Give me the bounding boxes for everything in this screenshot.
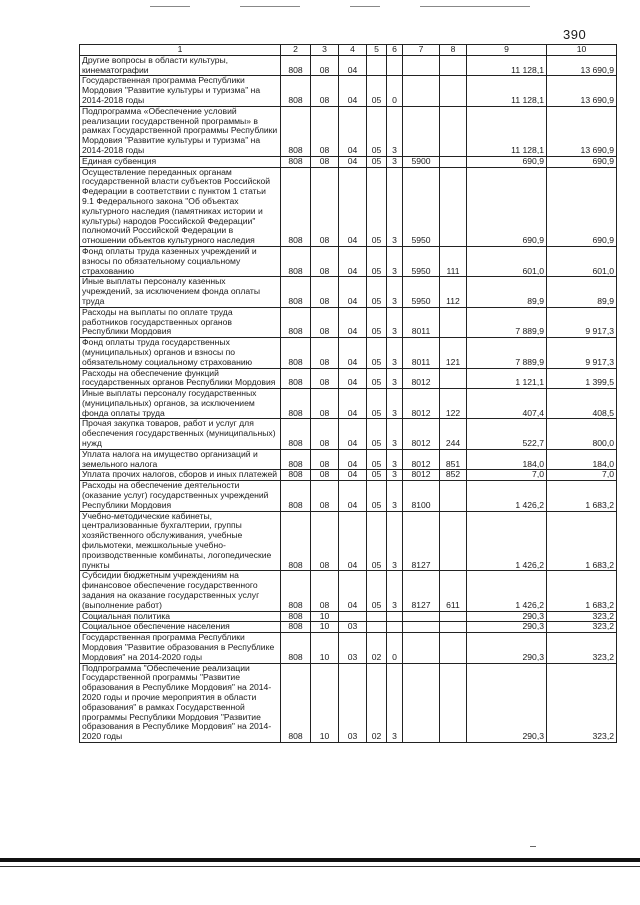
cell-amount-year1: 290,3 [467, 633, 547, 663]
cell-direction [403, 55, 440, 76]
cell-direction: 8012 [403, 419, 440, 449]
cell-program: 05 [367, 511, 387, 571]
cell-subprogram: 3 [387, 106, 403, 156]
cell-amount-year2: 13 690,9 [547, 55, 617, 76]
row-name: Подпрограмма "Обеспечение реализации Государственной программы "Развитие образования в Республике Мордовия" на 2014-2020 годы и прочие мероприятия в области образования" в рамках Государственной программы Республики Мордовия "Развитие образования в Республике Мордовия" на 2014-2020 годы [80, 663, 281, 742]
cell-program: 02 [367, 633, 387, 663]
cell-amount-year2: 13 690,9 [547, 106, 617, 156]
cell-amount-year1: 89,9 [467, 277, 547, 307]
col-header: 2 [281, 45, 311, 56]
cell-program: 05 [367, 246, 387, 276]
scan-mark [530, 846, 536, 847]
cell-amount-year1: 1 121,1 [467, 368, 547, 389]
table-row [80, 167, 617, 246]
cell-subprogram: 3 [387, 277, 403, 307]
cell-subprogram: 3 [387, 246, 403, 276]
cell-expense-type: 611 [440, 571, 467, 611]
cell-subsection: 04 [339, 481, 367, 511]
cell-expense-type [440, 307, 467, 337]
cell-section: 10 [311, 611, 339, 622]
cell-amount-year1: 11 128,1 [467, 76, 547, 106]
cell-subprogram: 3 [387, 481, 403, 511]
cell-amount-year1: 7,0 [467, 470, 547, 481]
cell-ministry: 808 [281, 167, 311, 246]
col-header: 7 [403, 45, 440, 56]
cell-program: 05 [367, 419, 387, 449]
cell-ministry: 808 [281, 470, 311, 481]
row-name: Государственная программа Республики Мордовия "Развитие образования в Республике Мордовия" на 2014-2020 годы [80, 633, 281, 663]
cell-section: 08 [311, 307, 339, 337]
cell-expense-type [440, 511, 467, 571]
cell-subsection [339, 611, 367, 622]
cell-amount-year2: 1 683,2 [547, 481, 617, 511]
cell-ministry: 808 [281, 389, 311, 419]
cell-subprogram: 3 [387, 511, 403, 571]
table-row [80, 611, 617, 622]
cell-ministry: 808 [281, 481, 311, 511]
col-header: 1 [80, 45, 281, 56]
cell-amount-year1: 1 426,2 [467, 481, 547, 511]
cell-subsection: 04 [339, 246, 367, 276]
cell-program: 05 [367, 167, 387, 246]
table-row [80, 156, 617, 167]
cell-expense-type: 244 [440, 419, 467, 449]
cell-amount-year2: 89,9 [547, 277, 617, 307]
table-row [80, 419, 617, 449]
cell-expense-type: 851 [440, 449, 467, 470]
cell-program: 05 [367, 106, 387, 156]
cell-program: 05 [367, 389, 387, 419]
cell-direction [403, 633, 440, 663]
cell-section: 08 [311, 511, 339, 571]
row-name: Иные выплаты персоналу государственных (муниципальных) органов, за исключением фонда оплаты труда [80, 389, 281, 419]
cell-subprogram: 3 [387, 338, 403, 368]
cell-ministry: 808 [281, 307, 311, 337]
row-name: Фонд оплаты труда государственных (муниципальных) органов и взносы по обязательному социальному страхованию [80, 338, 281, 368]
budget-table [79, 44, 617, 743]
cell-subprogram [387, 55, 403, 76]
cell-subsection: 04 [339, 449, 367, 470]
cell-amount-year1: 290,3 [467, 622, 547, 633]
cell-direction: 8012 [403, 368, 440, 389]
cell-expense-type [440, 368, 467, 389]
cell-section: 08 [311, 106, 339, 156]
cell-amount-year2: 690,9 [547, 156, 617, 167]
cell-amount-year1: 690,9 [467, 156, 547, 167]
cell-section: 08 [311, 156, 339, 167]
cell-amount-year2: 323,2 [547, 611, 617, 622]
col-header: 9 [467, 45, 547, 56]
cell-expense-type: 111 [440, 246, 467, 276]
cell-amount-year1: 522,7 [467, 419, 547, 449]
cell-direction [403, 76, 440, 106]
col-header: 10 [547, 45, 617, 56]
cell-amount-year2: 800,0 [547, 419, 617, 449]
cell-subprogram [387, 611, 403, 622]
row-name: Осуществление переданных органам государственной власти субъектов Российской Федерации в соответствии с пунктом 1 статьи 9.1 Федерального закона "Об объектах культурного наследия (памятниках истории и культуры) народов Российской Федерации" полномочий Российской Федерации в отношении объектов культурного наследия [80, 167, 281, 246]
cell-amount-year1: 290,3 [467, 611, 547, 622]
row-name: Расходы на обеспечение деятельности (оказание услуг) государственных учреждений Республики Мордовия [80, 481, 281, 511]
cell-ministry: 808 [281, 106, 311, 156]
cell-subsection: 03 [339, 633, 367, 663]
cell-program: 05 [367, 156, 387, 167]
cell-program: 05 [367, 76, 387, 106]
cell-subprogram: 0 [387, 633, 403, 663]
cell-amount-year1: 690,9 [467, 167, 547, 246]
col-header: 8 [440, 45, 467, 56]
cell-amount-year1: 11 128,1 [467, 106, 547, 156]
cell-program: 05 [367, 368, 387, 389]
table-row [80, 277, 617, 307]
cell-subsection: 04 [339, 307, 367, 337]
table-row [80, 368, 617, 389]
cell-program: 02 [367, 663, 387, 742]
cell-amount-year1: 7 889,9 [467, 307, 547, 337]
cell-section: 08 [311, 389, 339, 419]
table-row [80, 55, 617, 76]
cell-section: 10 [311, 663, 339, 742]
row-name: Уплата прочих налогов, сборов и иных платежей [80, 470, 281, 481]
cell-section: 08 [311, 470, 339, 481]
cell-amount-year2: 9 917,3 [547, 307, 617, 337]
cell-section: 10 [311, 633, 339, 663]
cell-expense-type [440, 106, 467, 156]
cell-program: 05 [367, 307, 387, 337]
cell-direction [403, 622, 440, 633]
cell-subsection: 04 [339, 511, 367, 571]
cell-section: 08 [311, 338, 339, 368]
cell-expense-type [440, 55, 467, 76]
cell-expense-type: 122 [440, 389, 467, 419]
cell-ministry: 808 [281, 277, 311, 307]
cell-ministry: 808 [281, 622, 311, 633]
cell-program: 05 [367, 481, 387, 511]
cell-ministry: 808 [281, 338, 311, 368]
cell-amount-year1: 11 128,1 [467, 55, 547, 76]
cell-program: 05 [367, 449, 387, 470]
cell-subprogram: 3 [387, 389, 403, 419]
cell-direction: 5950 [403, 246, 440, 276]
table-row [80, 470, 617, 481]
cell-subsection: 04 [339, 156, 367, 167]
cell-amount-year2: 9 917,3 [547, 338, 617, 368]
table-row [80, 571, 617, 611]
cell-subsection: 03 [339, 663, 367, 742]
cell-expense-type: 852 [440, 470, 467, 481]
cell-direction [403, 611, 440, 622]
cell-subprogram: 3 [387, 571, 403, 611]
cell-subprogram: 3 [387, 307, 403, 337]
cell-expense-type [440, 481, 467, 511]
row-name: Подпрограмма «Обеспечение условий реализации государственной программы» в рамках Государственной программы Республики Мордовия "Развитие культуры и туризма" на 2014-2018 годы [80, 106, 281, 156]
cell-amount-year2: 408,5 [547, 389, 617, 419]
cell-subsection: 04 [339, 277, 367, 307]
cell-amount-year1: 184,0 [467, 449, 547, 470]
cell-amount-year1: 601,0 [467, 246, 547, 276]
cell-amount-year2: 323,2 [547, 633, 617, 663]
row-name: Единая субвенция [80, 156, 281, 167]
cell-direction: 8100 [403, 481, 440, 511]
cell-amount-year1: 1 426,2 [467, 511, 547, 571]
bottom-border-thick [0, 858, 640, 862]
col-header: 6 [387, 45, 403, 56]
cell-subsection: 04 [339, 106, 367, 156]
cell-ministry: 808 [281, 633, 311, 663]
cell-expense-type: 112 [440, 277, 467, 307]
table-row [80, 663, 617, 742]
cell-section: 08 [311, 55, 339, 76]
table-row [80, 307, 617, 337]
row-name: Социальное обеспечение населения [80, 622, 281, 633]
cell-expense-type [440, 663, 467, 742]
cell-expense-type [440, 622, 467, 633]
row-name: Иные выплаты персоналу казенных учреждений, за исключением фонда оплаты труда [80, 277, 281, 307]
cell-amount-year1: 1 426,2 [467, 571, 547, 611]
cell-section: 08 [311, 368, 339, 389]
cell-program: 05 [367, 338, 387, 368]
row-name: Прочая закупка товаров, работ и услуг для обеспечения государственных (муниципальных) нужд [80, 419, 281, 449]
table-header-row [80, 45, 617, 56]
cell-direction: 8011 [403, 338, 440, 368]
cell-ministry: 808 [281, 449, 311, 470]
table-row [80, 246, 617, 276]
cell-subsection: 04 [339, 419, 367, 449]
cell-expense-type [440, 611, 467, 622]
row-name: Фонд оплаты труда казенных учреждений и взносы по обязательному социальному страхованию [80, 246, 281, 276]
cell-subprogram [387, 622, 403, 633]
page-number: 390 [563, 27, 587, 42]
cell-expense-type: 121 [440, 338, 467, 368]
cell-ministry: 808 [281, 611, 311, 622]
cell-ministry: 808 [281, 76, 311, 106]
col-header: 3 [311, 45, 339, 56]
cell-direction: 8012 [403, 449, 440, 470]
cell-subprogram: 3 [387, 449, 403, 470]
cell-amount-year1: 290,3 [467, 663, 547, 742]
cell-subprogram: 3 [387, 368, 403, 389]
cell-section: 10 [311, 622, 339, 633]
cell-section: 08 [311, 76, 339, 106]
col-header: 4 [339, 45, 367, 56]
cell-program [367, 55, 387, 76]
cell-amount-year2: 7,0 [547, 470, 617, 481]
cell-ministry: 808 [281, 55, 311, 76]
cell-subsection: 04 [339, 470, 367, 481]
cell-section: 08 [311, 449, 339, 470]
table-row [80, 76, 617, 106]
cell-amount-year1: 7 889,9 [467, 338, 547, 368]
table-row [80, 449, 617, 470]
table-row [80, 106, 617, 156]
cell-direction: 8012 [403, 389, 440, 419]
cell-direction [403, 106, 440, 156]
row-name: Расходы на обеспечение функций государственных органов Республики Мордовия [80, 368, 281, 389]
bottom-border-thin [0, 866, 640, 867]
cell-subsection: 04 [339, 55, 367, 76]
cell-subprogram: 3 [387, 167, 403, 246]
cell-direction: 5950 [403, 277, 440, 307]
cell-subsection: 04 [339, 571, 367, 611]
row-name: Другие вопросы в области культуры, кинематографии [80, 55, 281, 76]
cell-subprogram: 3 [387, 470, 403, 481]
cell-subsection: 04 [339, 368, 367, 389]
cell-subsection: 04 [339, 76, 367, 106]
cell-amount-year2: 690,9 [547, 167, 617, 246]
table-row [80, 389, 617, 419]
row-name: Расходы на выплаты по оплате труда работников государственных органов Республики Мордовия [80, 307, 281, 337]
cell-section: 08 [311, 571, 339, 611]
cell-amount-year2: 323,2 [547, 622, 617, 633]
row-name: Социальная политика [80, 611, 281, 622]
cell-section: 08 [311, 167, 339, 246]
cell-section: 08 [311, 481, 339, 511]
table-row [80, 511, 617, 571]
cell-subprogram: 0 [387, 76, 403, 106]
cell-ministry: 808 [281, 368, 311, 389]
cell-amount-year2: 323,2 [547, 663, 617, 742]
cell-ministry: 808 [281, 663, 311, 742]
cell-section: 08 [311, 277, 339, 307]
cell-program [367, 611, 387, 622]
cell-program [367, 622, 387, 633]
cell-direction: 5950 [403, 167, 440, 246]
cell-subsection: 04 [339, 338, 367, 368]
cell-direction [403, 663, 440, 742]
cell-ministry: 808 [281, 571, 311, 611]
cell-subsection: 04 [339, 389, 367, 419]
cell-direction: 8127 [403, 571, 440, 611]
cell-ministry: 808 [281, 156, 311, 167]
row-name: Государственная программа Республики Мордовия "Развитие культуры и туризма" на 2014-2018 годы [80, 76, 281, 106]
cell-subsection: 04 [339, 167, 367, 246]
cell-amount-year2: 1 683,2 [547, 511, 617, 571]
cell-amount-year2: 1 399,5 [547, 368, 617, 389]
cell-program: 05 [367, 571, 387, 611]
cell-amount-year2: 13 690,9 [547, 76, 617, 106]
table-row [80, 622, 617, 633]
row-name: Уплата налога на имущество организаций и земельного налога [80, 449, 281, 470]
cell-direction: 5900 [403, 156, 440, 167]
cell-amount-year2: 1 683,2 [547, 571, 617, 611]
cell-subsection: 03 [339, 622, 367, 633]
cell-amount-year2: 601,0 [547, 246, 617, 276]
cell-amount-year1: 407,4 [467, 389, 547, 419]
cell-ministry: 808 [281, 511, 311, 571]
cell-section: 08 [311, 246, 339, 276]
table-row [80, 338, 617, 368]
cell-amount-year2: 184,0 [547, 449, 617, 470]
col-header: 5 [367, 45, 387, 56]
cell-subprogram: 3 [387, 156, 403, 167]
table-row [80, 633, 617, 663]
cell-direction: 8012 [403, 470, 440, 481]
cell-ministry: 808 [281, 246, 311, 276]
cell-direction: 8011 [403, 307, 440, 337]
cell-program: 05 [367, 470, 387, 481]
top-scan-marks [150, 6, 570, 8]
cell-expense-type [440, 167, 467, 246]
row-name: Субсидии бюджетным учреждениям на финансовое обеспечение государственного задания на оказание государственных услуг (выполнение работ) [80, 571, 281, 611]
cell-expense-type [440, 156, 467, 167]
cell-expense-type [440, 76, 467, 106]
table-row [80, 481, 617, 511]
cell-ministry: 808 [281, 419, 311, 449]
cell-subprogram: 3 [387, 663, 403, 742]
cell-subprogram: 3 [387, 419, 403, 449]
cell-program: 05 [367, 277, 387, 307]
cell-direction: 8127 [403, 511, 440, 571]
row-name: Учебно-методические кабинеты, централизованные бухгалтерии, группы хозяйственного обслуживания, учебные фильмотеки, межшкольные учебно-производственные комбинаты, логопедические пункты [80, 511, 281, 571]
cell-expense-type [440, 633, 467, 663]
cell-section: 08 [311, 419, 339, 449]
